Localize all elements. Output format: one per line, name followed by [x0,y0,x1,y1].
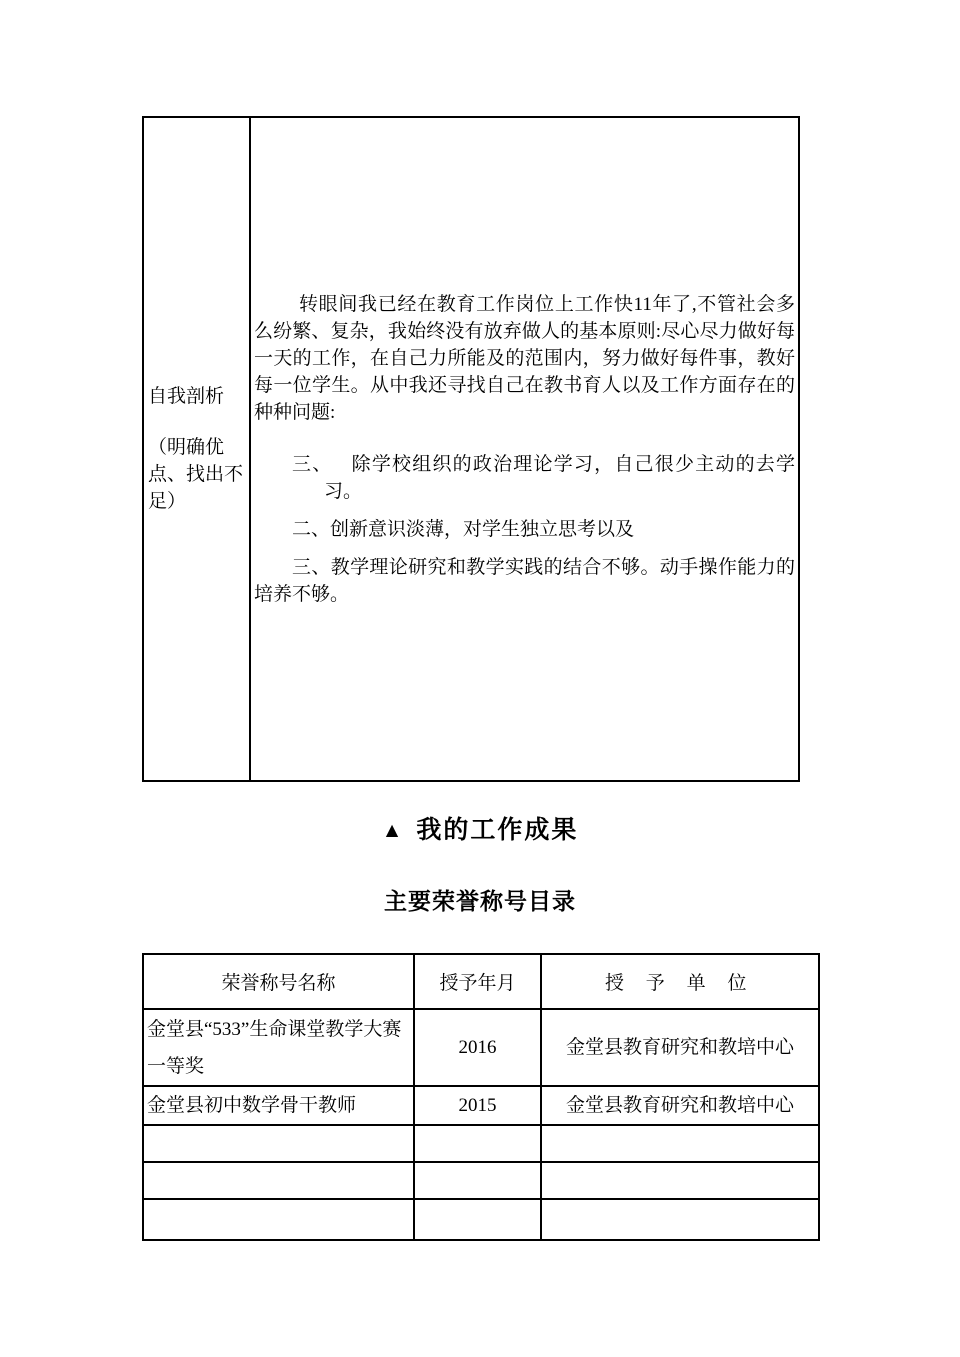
honors-col-date-header: 授予年月 [414,954,541,1009]
honors-table [142,953,820,1241]
table-row [143,1009,819,1086]
honor-name-cell [143,1162,414,1199]
list-item-label: 二、 [292,518,331,540]
analysis-label-note [148,434,247,515]
section-heading-text: 我的工作成果 [416,817,579,844]
analysis-note-line: 足） [148,491,187,512]
honor-unit-cell: 金堂县教育研究和教培中心 [541,1086,819,1125]
table-row [143,1125,819,1162]
honor-date-cell: 2016 [414,1009,541,1086]
analysis-note-line: （明确优 [148,437,225,458]
self-analysis-table [142,116,800,782]
list-item-label: 三、 [292,453,333,475]
analysis-content-cell [251,118,798,780]
honor-unit-cell [541,1199,819,1240]
honor-date-cell: 2015 [414,1086,541,1125]
list-item-text: 创新意识淡薄，对学生独立思考以及 [330,518,635,540]
triangle-icon: ▲ [381,818,405,842]
table-row [143,1162,819,1199]
analysis-list-item [254,451,795,505]
honor-name-cell: 金堂县初中数学骨干教师 [143,1086,414,1125]
analysis-list-item [254,554,795,608]
analysis-note-line: 点、找出不 [148,464,244,485]
section-heading [0,810,960,846]
honor-date-cell [414,1162,541,1199]
analysis-list-item [254,516,795,543]
honor-unit-cell [541,1125,819,1162]
analysis-label-cell [144,118,251,780]
table-row [143,1086,819,1125]
list-item-label: 三、 [292,556,331,578]
honor-date-cell [414,1199,541,1240]
honor-date-cell [414,1125,541,1162]
honor-unit-cell [541,1162,819,1199]
list-item-text: 教学理论研究和教学实践的结合不够。动手操作能力的培养不够。 [254,556,795,605]
table-row [143,1199,819,1240]
honor-name-cell: 金堂县“533”生命课堂教学大赛一等奖 [143,1009,414,1086]
list-item-text: 除学校组织的政治理论学习，自己很少主动的去学习。 [324,453,795,502]
honors-col-name-header: 荣誉称号名称 [143,954,414,1009]
honors-header-row [143,954,819,1009]
honor-unit-cell: 金堂县教育研究和教培中心 [541,1009,819,1086]
analysis-label-title: 自我剖析 [148,386,225,407]
honor-name-cell [143,1125,414,1162]
analysis-paragraph: 转眼间我已经在教育工作岗位上工作快11年了,不管社会多么纷繁、复杂，我始终没有放弃做人的基本原则:尽心尽力做好每一天的工作，在自己力所能及的范围内，努力做好每件事，教好每一位学生。从中我还寻找自己在教书育人以及工作方面存在的种种问题: [254,293,795,423]
honors-col-unit-header: 授 予 单 位 [541,954,819,1009]
subsection-heading: 主要荣誉称号目录 [384,889,576,914]
honor-name-cell [143,1199,414,1240]
